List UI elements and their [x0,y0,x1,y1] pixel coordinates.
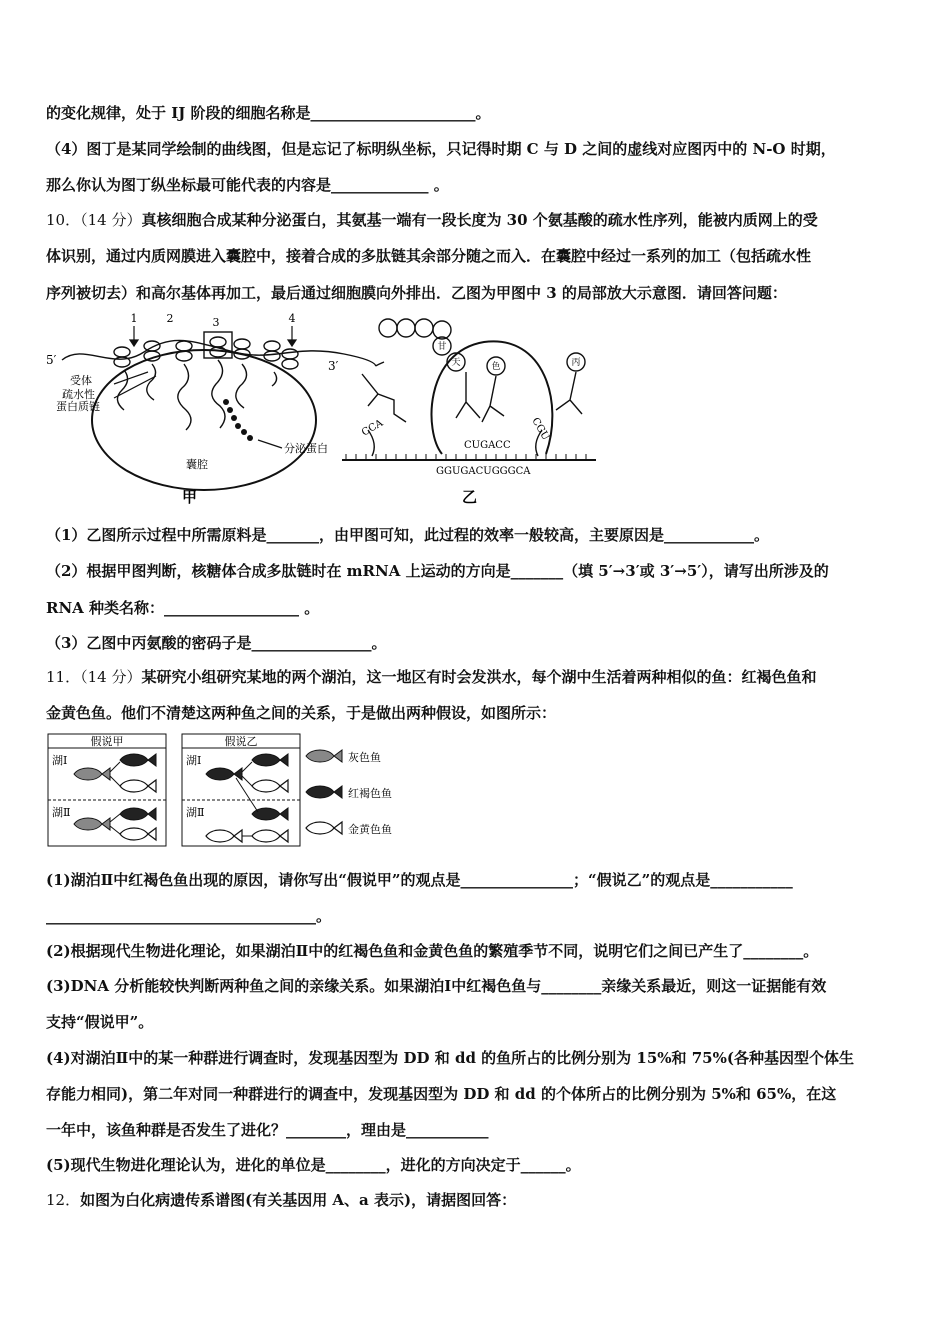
label-lake-1: 湖Ⅰ [186,754,202,767]
label-trp: 色 [491,362,501,372]
label-lumen: 囊腔 [186,458,208,471]
question-number: 12． [46,1191,81,1209]
question-11 [46,667,816,687]
label-2: 2 [166,312,174,325]
text-line: （2）根据甲图判断，核糖体合成多肽链时在 mRNA 上运动的方向是_______（填 5′→3′或 3′→5′），请写出所涉及的 [46,562,829,580]
label-lake-1: 湖Ⅰ [52,754,68,767]
text-line: (3)DNA 分析能较快判断两种鱼之间的亲缘关系。如果湖泊Ⅰ中红褐色鱼与________亲缘关系最近，则这一证据能有效 [46,977,827,995]
figure-fish-hypotheses [46,732,416,850]
label-jia: 甲 [182,488,198,504]
label-ala: 丙 [571,358,581,368]
label-yi: 乙 [462,488,478,504]
question-12 [46,1190,516,1210]
text-line: (4)对湖泊Ⅱ中的某一种群进行调查时，发现基因型为 DD 和 dd 的鱼所占的比例分别为 15%和 75%(各种基因型个体生 [46,1049,854,1067]
text-line: 的变化规律，处于 IJ 阶段的细胞名称是______________________。 [46,104,491,122]
text-line: （4）图丁是某同学绘制的曲线图，但是忘记了标明纵坐标，只记得时期 C 与 D 之间的虚线对应图丙中的 N-O 时期， [46,140,836,158]
text-line: (5)现代生物进化理论认为，进化的单位是________，进化的方向决定于______。 [46,1156,581,1174]
label-cca: CCA [360,417,386,439]
text-line: RNA 种类名称：__________________ 。 [46,599,320,617]
text-line: （1）乙图所示过程中所需原料是_______，由甲图可知，此过程的效率一般较高，主要原因是____________。 [46,526,769,544]
question-10 [46,210,818,230]
label-receptor: 受体 [70,374,92,387]
label-mrna-sequence: GGUGACUGGGCA [436,466,531,477]
label-lake-2: 湖Ⅱ [52,806,71,819]
label-lake-2: 湖Ⅱ [186,806,205,819]
legend-red-brown-fish: 红褐色鱼 [348,787,392,800]
label-hypothesis-b: 假说乙 [224,735,258,748]
text-line: 体识别，通过内质网膜进入囊腔中，接着合成的多肽链其余部分随之而入．在囊腔中经过一系列的加工（包括疏水性 [46,247,812,265]
text-line: 如图为白化病遗传系谱图(有关基因用 A、a 表示)，请据图回答： [80,1191,517,1209]
legend-gray-fish: 灰色鱼 [348,751,381,764]
text-line: (2)根据现代生物进化理论，如果湖泊Ⅱ中的红褐色鱼和金黄色鱼的繁殖季节不同，说明它们之间已产生了________。 [46,942,819,960]
text-line: 金黄色鱼。他们不清楚这两种鱼之间的关系，于是做出两种假设，如图所示： [46,704,557,722]
label-asp: 天 [451,358,461,368]
label-protein-chain: 蛋白质链 [56,400,100,413]
legend-golden-fish: 金黄色鱼 [348,823,392,836]
label-cugacc: CUGACC [464,440,511,451]
text-line: 那么你认为图丁纵坐标最可能代表的内容是_____________ 。 [46,176,449,194]
label-1: 1 [130,312,138,325]
question-number: 11．（14 分） [46,668,142,686]
text-line: 一年中，该鱼种群是否发生了进化？________，理由是___________ [46,1121,489,1139]
text-line: 序列被切去）和高尔基体再加工，最后通过细胞膜向外排出．乙图为甲图中 3 的局部放大示意图．请回答问题： [46,284,787,302]
label-gly: 甘 [437,342,447,352]
figure-ribosome-er [44,312,604,504]
label-hydrophobic: 疏水性 [62,388,95,401]
label-secreted-protein: 分泌蛋白 [284,442,328,455]
text-line: 真核细胞合成某种分泌蛋白，其氨基一端有一段长度为 30 个氨基酸的疏水性序列，能被内质网上的受 [141,211,818,229]
text-line: 存能力相同)，第二年对同一种群进行的调查中，发现基因型为 DD 和 dd 的个体所占的比例分别为 5%和 65%，在这 [46,1085,837,1103]
text-line: 某研究小组研究某地的两个湖泊，这一地区有时会发洪水，每个湖中生活着两种相似的鱼：红褐色鱼和 [141,668,817,686]
text-line: ____________________________________。 [46,907,332,925]
label-5prime: 5′ [46,353,57,367]
text-line: 支持“假说甲”。 [46,1013,154,1031]
label-hypothesis-a: 假说甲 [90,735,124,748]
label-3: 3 [212,316,220,329]
text-line: (1)湖泊Ⅱ中红褐色鱼出现的原因，请你写出“假说甲”的观点是_______________；“假说乙”的观点是___________ [46,871,793,889]
label-4: 4 [288,312,296,325]
label-cgu: CGU [529,416,551,443]
text-line: （3）乙图中丙氨酸的密码子是________________。 [46,634,387,652]
label-3prime: 3′ [328,359,339,373]
question-number: 10．（14 分） [46,211,142,229]
